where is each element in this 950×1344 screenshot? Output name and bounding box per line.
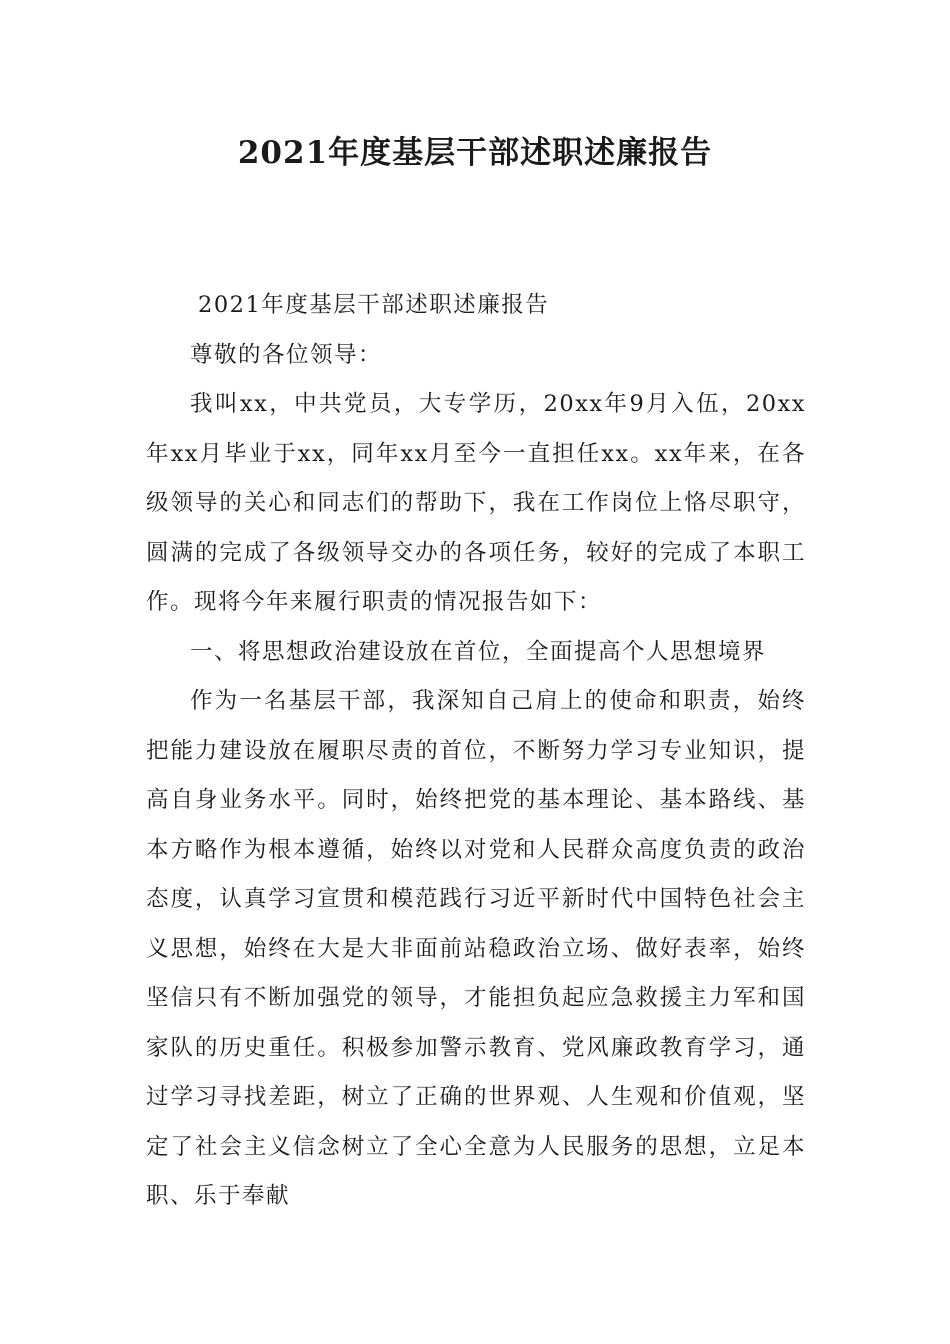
- body-subtitle: 2021年度基层干部述职述廉报告: [198, 292, 550, 318]
- paragraph-intro: 我叫xx，中共党员，大专学历，20xx年9月入伍，20xx年xx月毕业于xx，同年xx月至今一直担任xx。xx年来，在各级领导的关心和同志们的帮助下，我在工作岗位上恪尽职守，圆满的完成了各级领导交办的各项任务，较好的完成了本职工作。现将今年来履行职责的情况报告如下：: [146, 391, 806, 615]
- section-heading-1: 一、将思想政治建设放在首位，全面提高个人思想境界: [190, 638, 767, 665]
- document-title: 2021年度基层干部述职述廉报告: [237, 135, 713, 171]
- document-body: [146, 281, 806, 1222]
- paragraph-section-1: 作为一名基层干部，我深知自己肩上的使命和职责，始终把能力建设放在履职尽责的首位，不断努力学习专业知识，提高自身业务水平。同时，始终把党的基本理论、基本路线、基本方略作为根本遵循，始终以对党和人民群众高度负责的政治态度，认真学习宣贯和模范践行习近平新时代中国特色社会主义思想，始终在大是大非面前站稳政治立场、做好表率，始终坚信只有不断加强党的领导，才能担负起应急救援主力军和国家队的历史重任。积极参加警示教育、党风廉政教育学习，通过学习寻找差距，树立了正确的世界观、人生观和价值观，坚定了社会主义信念树立了全心全意为人民服务的思想，立足本职、乐于奉献: [146, 688, 806, 1209]
- salutation: 尊敬的各位领导：: [190, 341, 383, 368]
